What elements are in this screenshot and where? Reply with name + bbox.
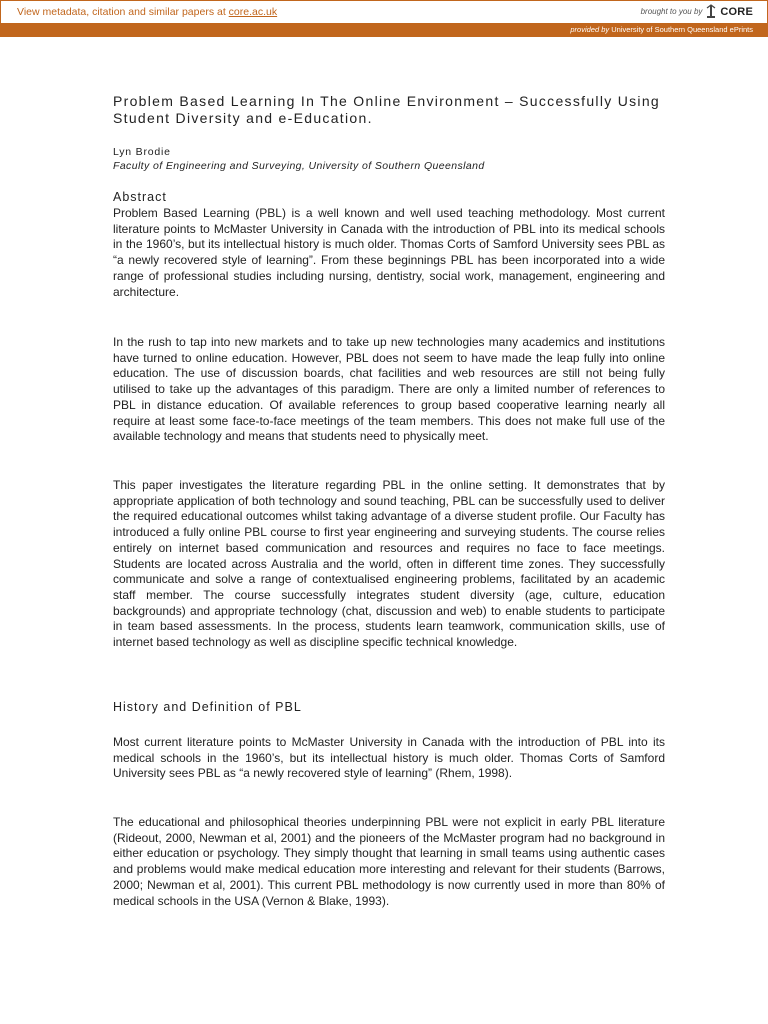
abstract-paragraph-1: Problem Based Learning (PBL) is a well known and well used teaching methodology. Most current literature points to McMaster University in Canada with the introduction of PBL into its medical schools in the 1960’s, but its intellectual history is much older. Thomas Corts of Samford University sees PBL as “a newly recovered style of learning”. From these beginnings PBL has been incorporated into a wide range of professional studies including nursing, dentistry, social work, management, engineering and architecture. bbox=[113, 206, 665, 299]
paper-title: Problem Based Learning In The Online Environment – Successfully Using Student Diversity and e-Education. bbox=[113, 93, 661, 126]
provided-by-prefix: provided by bbox=[570, 25, 610, 34]
core-banner bbox=[0, 0, 768, 24]
core-metadata-prefix: View metadata, citation and similar papers at bbox=[17, 6, 226, 18]
brought-to-you-text: brought to you by bbox=[640, 7, 703, 16]
core-link[interactable]: core.ac.uk bbox=[228, 6, 278, 18]
author-name: Lyn Brodie bbox=[113, 146, 171, 158]
abstract-paragraph-2: In the rush to tap into new markets and to take up new technologies many academics and institutions have turned to online education. However, PBL does not seem to have made the leap fully into online education. The use of discussion boards, chat facilities and web resources are still not being fully utilised to take up the advantages of this paradigm. There are only a limited number of references to PBL in distance education. Of available references to group based cooperative learning nearly all require at least some face-to-face meetings of the team members. This does not make full use of the available technology and means that students need to physically meet. bbox=[113, 335, 665, 444]
core-logo-icon bbox=[705, 4, 717, 19]
provided-by-source[interactable]: University of Southern Queensland ePrints bbox=[611, 25, 753, 34]
abstract-paragraph-3: This paper investigates the literature regarding PBL in the online setting. It demonstrates that by appropriate application of both technology and sound teaching, PBL can be successfully used to deliver the required educational outcomes whilst taking advantage of a diverse student profile. Our Faculty has introduced a fully online PBL course to first year engineering and surveying students. The course relies entirely on internet based communication and resources and requires no face to face meetings. Students are located across Australia and the world, often in different time zones. They successfully communicate and solve a range of contextualised engineering problems, facilitated by an academic staff member. The course successfully integrates student diversity (age, culture, education backgrounds) and appropriate technology (chat, discussion and web) to enable students to participate in team based assessments. In the process, students learn teamwork, communication skills, use of internet based technology as well as discipline specific technical knowledge. bbox=[113, 478, 665, 650]
core-metadata-text bbox=[17, 6, 277, 18]
core-brand-name: CORE bbox=[720, 5, 753, 18]
section-heading-history: History and Definition of PBL bbox=[113, 700, 302, 714]
core-brand-area[interactable] bbox=[641, 4, 753, 19]
provided-by-text bbox=[570, 25, 753, 34]
author-affiliation: Faculty of Engineering and Surveying, University of Southern Queensland bbox=[113, 160, 485, 172]
history-paragraph-2: The educational and philosophical theories underpinning PBL were not explicit in early PBL literature (Rideout, 2000, Newman et al, 2001) and the pioneers of the McMaster program had no background in either education or psychology. They simply thought that learning in small teams using authentic cases and problems would make medical education more interesting and relevant for their students (Barrows, 2000; Newman et al, 2001). This current PBL methodology is now currently used in more than 80% of medical schools in the USA (Vernon & Blake, 1993). bbox=[113, 815, 665, 908]
provided-by-bar bbox=[0, 24, 768, 37]
abstract-heading: Abstract bbox=[113, 190, 167, 204]
history-paragraph-1: Most current literature points to McMaster University in Canada with the introduction of PBL into its medical schools in the 1960’s, but its intellectual history is much older. Thomas Corts of Samford University sees PBL as “a newly recovered style of learning” (Rhem, 1998). bbox=[113, 735, 665, 781]
